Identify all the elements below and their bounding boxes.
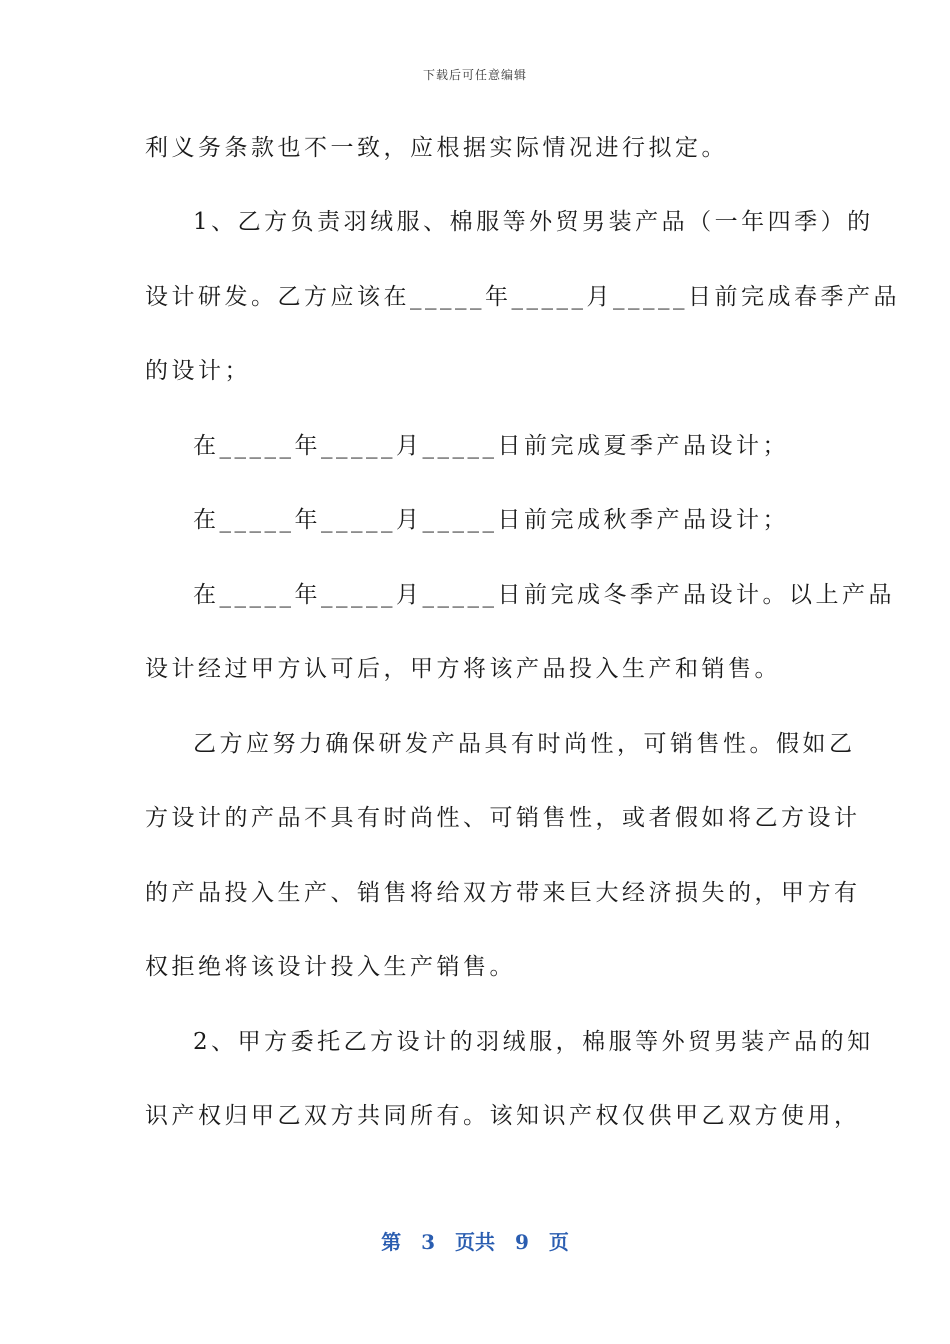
- paragraph-line: 的产品投入生产、销售将给双方带来巨大经济损失的，甲方有: [145, 880, 861, 906]
- paragraph-line: 乙方应努力确保研发产品具有时尚性，可销售性。假如乙: [193, 731, 856, 757]
- page-label-prefix: 第: [381, 1230, 402, 1254]
- current-page-number: 3: [421, 1230, 435, 1254]
- page-label-suffix: 页: [548, 1230, 569, 1254]
- paragraph-line: 1、乙方负责羽绒服、棉服等外贸男装产品（一年四季）的: [193, 209, 874, 235]
- paragraph-line: 设计经过甲方认可后，甲方将该产品投入生产和销售。: [145, 656, 781, 682]
- paragraph-line: 设计研发。乙方应该在_____年_____月_____日前完成春季产品: [145, 284, 900, 310]
- paragraph-line: 权拒绝将该设计投入生产销售。: [145, 954, 516, 980]
- paragraph-line: 识产权归甲乙双方共同所有。该知识产权仅供甲乙双方使用，: [145, 1103, 861, 1129]
- paragraph-line: 在_____年_____月_____日前完成冬季产品设计。以上产品: [193, 582, 895, 608]
- paragraph-line: 2、甲方委托乙方设计的羽绒服，棉服等外贸男装产品的知: [193, 1029, 874, 1055]
- header-note: 下载后可任意编辑: [422, 68, 527, 82]
- paragraph-line: 的设计；: [145, 358, 251, 384]
- paragraph-line: 在_____年_____月_____日前完成秋季产品设计；: [193, 507, 789, 533]
- page-footer: [0, 1226, 950, 1255]
- paragraph-line: 利义务条款也不一致，应根据实际情况进行拟定。: [145, 135, 728, 161]
- page-label-mid: 页共: [455, 1230, 495, 1254]
- paragraph-line: 方设计的产品不具有时尚性、可销售性，或者假如将乙方设计: [145, 805, 861, 831]
- paragraph-line: 在_____年_____月_____日前完成夏季产品设计；: [193, 433, 789, 459]
- total-pages-number: 9: [515, 1230, 529, 1254]
